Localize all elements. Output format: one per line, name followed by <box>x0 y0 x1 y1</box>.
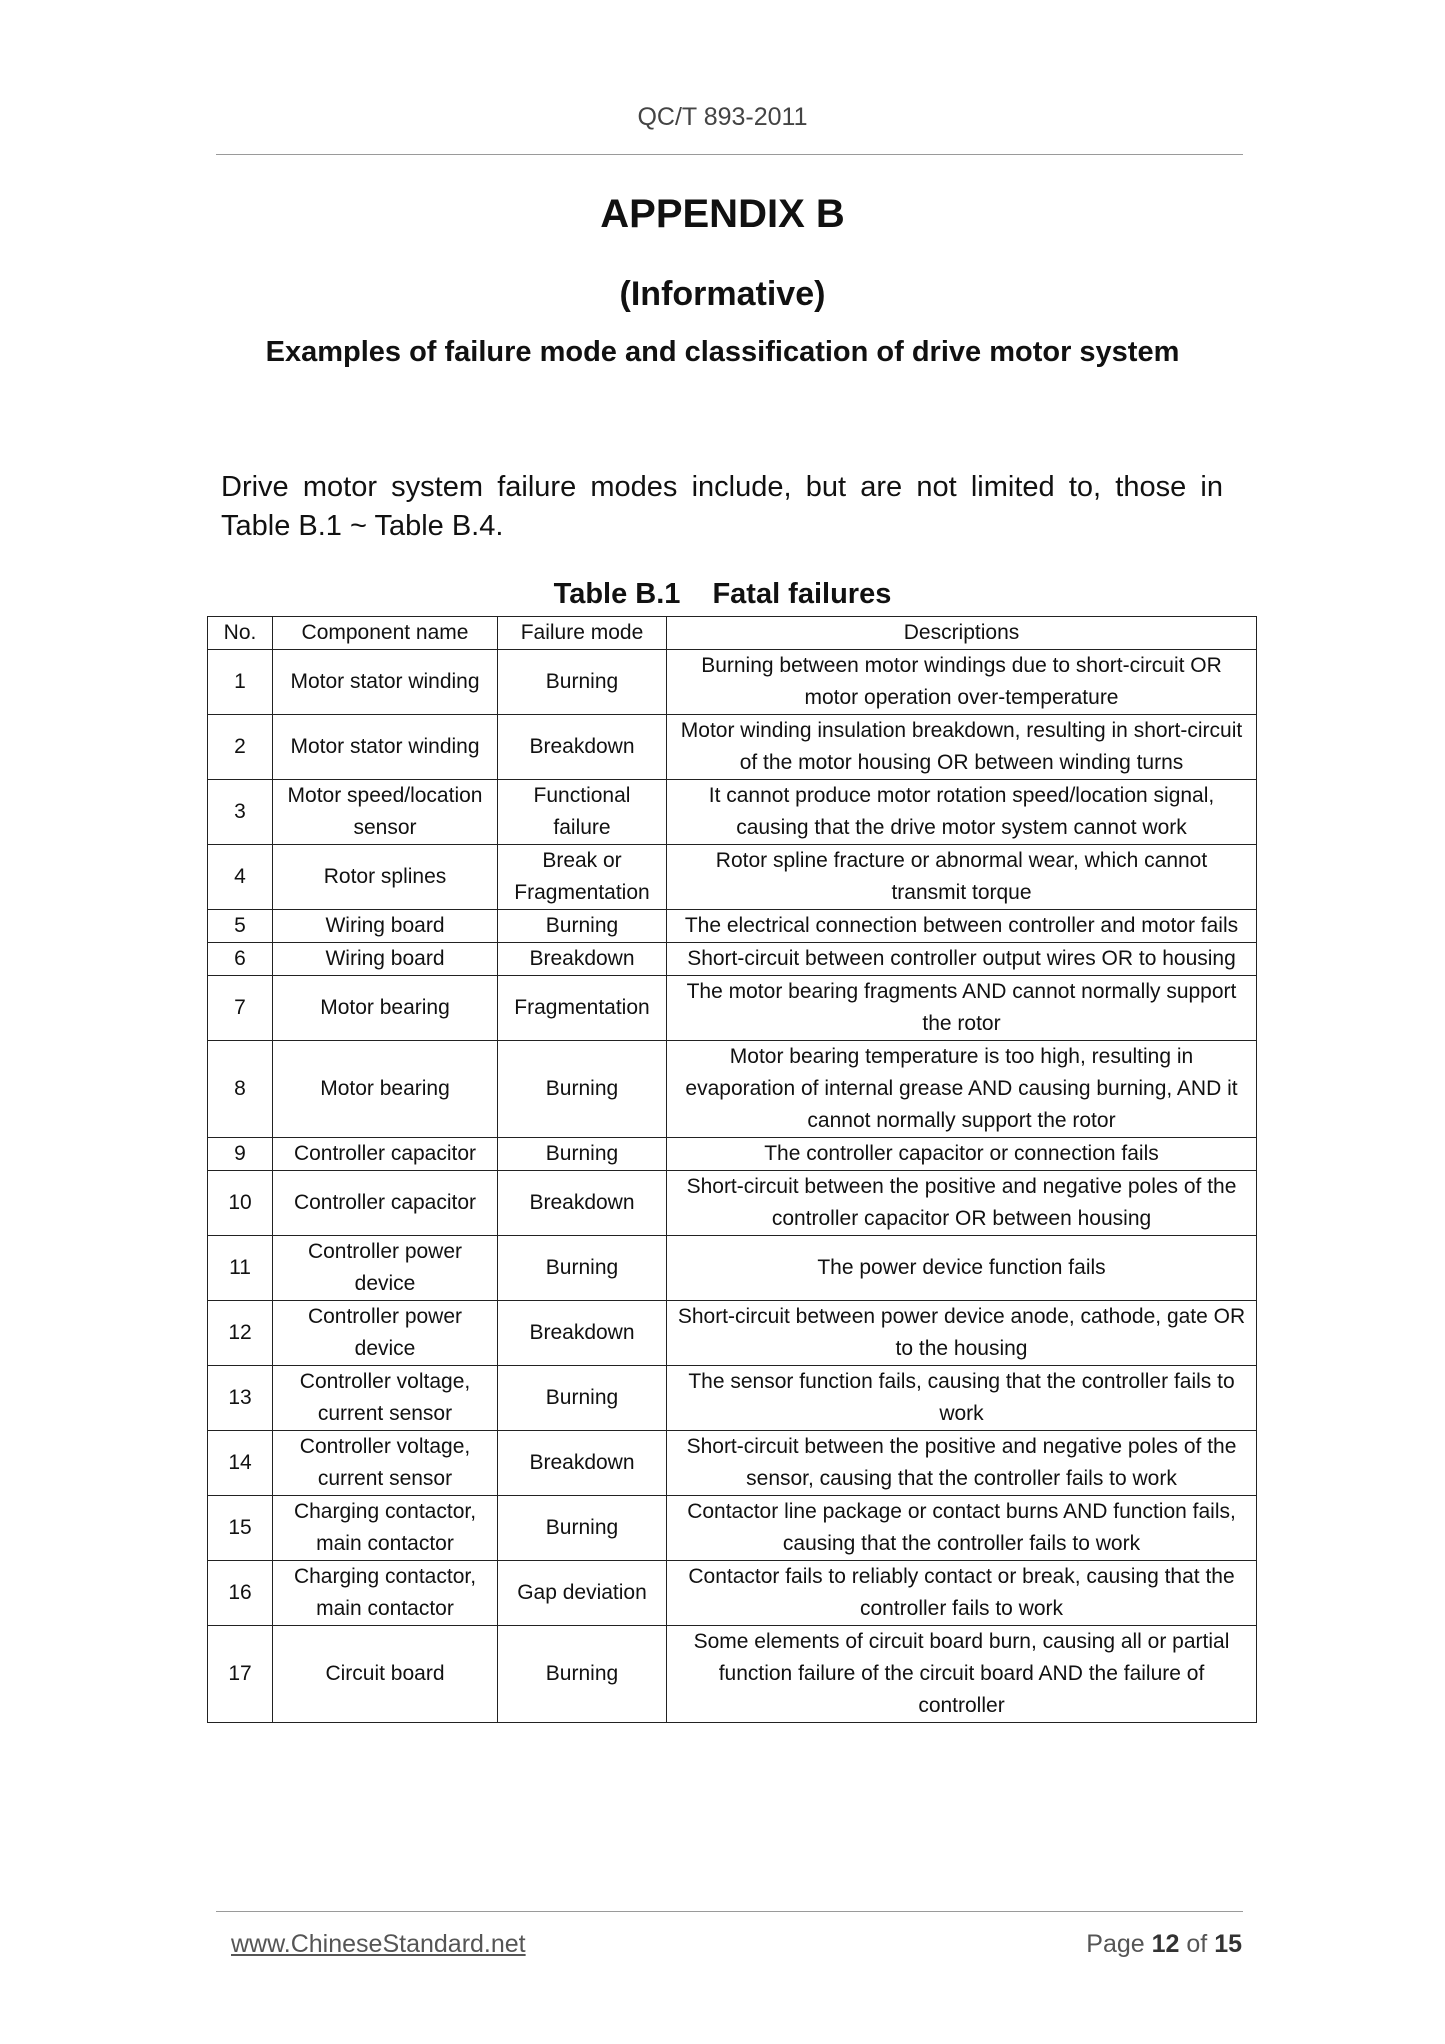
cell-no: 9 <box>208 1138 273 1171</box>
table-row <box>208 650 1257 715</box>
table-caption-title: Fatal failures <box>712 578 892 610</box>
cell-failure-mode: Functional failure <box>498 780 667 845</box>
cell-no: 13 <box>208 1366 273 1431</box>
cell-no: 2 <box>208 715 273 780</box>
cell-description: The controller capacitor or connection fails <box>667 1138 1257 1171</box>
cell-no: 16 <box>208 1561 273 1626</box>
cell-description: Contactor fails to reliably contact or break, causing that the controller fails to work <box>667 1561 1257 1626</box>
cell-component: Controller capacitor <box>273 1171 498 1236</box>
appendix-heading: Examples of failure mode and classification of drive motor system <box>265 336 1180 368</box>
cell-failure-mode: Burning <box>498 1626 667 1723</box>
cell-failure-mode: Burning <box>498 1236 667 1301</box>
cell-description: Burning between motor windings due to short-circuit OR motor operation over-temperature <box>667 650 1257 715</box>
cell-description: Some elements of circuit board burn, causing all or partial function failure of the circuit board AND the failure of controller <box>667 1626 1257 1723</box>
table-header-row <box>208 617 1257 650</box>
cell-description: The electrical connection between controller and motor fails <box>667 910 1257 943</box>
cell-failure-mode: Break or Fragmentation <box>498 845 667 910</box>
table-caption <box>0 578 1445 611</box>
cell-description: Short-circuit between controller output wires OR to housing <box>667 943 1257 976</box>
cell-no: 6 <box>208 943 273 976</box>
table-row <box>208 1496 1257 1561</box>
column-header-mode: Failure mode <box>498 617 667 650</box>
cell-description: The motor bearing fragments AND cannot normally support the rotor <box>667 976 1257 1041</box>
table-row <box>208 1431 1257 1496</box>
cell-description: Short-circuit between the positive and negative poles of the sensor, causing that the controller fails to work <box>667 1431 1257 1496</box>
cell-failure-mode: Burning <box>498 1496 667 1561</box>
table-row <box>208 1626 1257 1723</box>
table-body <box>208 650 1257 1723</box>
table-row <box>208 1171 1257 1236</box>
cell-no: 8 <box>208 1041 273 1138</box>
table-row <box>208 1366 1257 1431</box>
column-header-component: Component name <box>273 617 498 650</box>
table-row <box>208 910 1257 943</box>
column-header-descriptions: Descriptions <box>667 617 1257 650</box>
cell-description: It cannot produce motor rotation speed/location signal, causing that the drive motor system cannot work <box>667 780 1257 845</box>
page-current: 12 <box>1151 1930 1180 1958</box>
cell-component: Motor bearing <box>273 1041 498 1138</box>
table-row <box>208 976 1257 1041</box>
table-row <box>208 715 1257 780</box>
page-of: of <box>1186 1930 1208 1958</box>
cell-component: Controller voltage, current sensor <box>273 1366 498 1431</box>
table-row <box>208 943 1257 976</box>
cell-no: 5 <box>208 910 273 943</box>
website-link[interactable]: www.ChineseStandard.net <box>231 1930 526 1958</box>
cell-no: 1 <box>208 650 273 715</box>
table-row <box>208 1301 1257 1366</box>
cell-no: 7 <box>208 976 273 1041</box>
cell-component: Circuit board <box>273 1626 498 1723</box>
cell-failure-mode: Breakdown <box>498 943 667 976</box>
appendix-title: APPENDIX B <box>600 192 845 236</box>
cell-component: Motor stator winding <box>273 715 498 780</box>
table-caption-number: Table B.1 <box>553 578 681 610</box>
cell-component: Wiring board <box>273 910 498 943</box>
column-header-no: No. <box>208 617 273 650</box>
table-row <box>208 1138 1257 1171</box>
table-row <box>208 780 1257 845</box>
cell-component: Controller capacitor <box>273 1138 498 1171</box>
cell-failure-mode: Breakdown <box>498 1171 667 1236</box>
cell-component: Controller power device <box>273 1236 498 1301</box>
table-row <box>208 1041 1257 1138</box>
cell-component: Charging contactor, main contactor <box>273 1496 498 1561</box>
header-divider <box>216 154 1243 155</box>
cell-component: Controller voltage, current sensor <box>273 1431 498 1496</box>
cell-failure-mode: Burning <box>498 910 667 943</box>
intro-paragraph: Drive motor system failure modes include, but are not limited to, those in Table B.1 ~ Table B.4. <box>221 471 1223 542</box>
cell-description: The power device function fails <box>667 1236 1257 1301</box>
cell-failure-mode: Breakdown <box>498 1431 667 1496</box>
cell-no: 4 <box>208 845 273 910</box>
cell-no: 3 <box>208 780 273 845</box>
cell-component: Charging contactor, main contactor <box>273 1561 498 1626</box>
cell-failure-mode: Burning <box>498 650 667 715</box>
fatal-failures-table <box>207 616 1257 1723</box>
page-prefix: Page <box>1086 1930 1145 1958</box>
cell-description: Short-circuit between the positive and negative poles of the controller capacitor OR between housing <box>667 1171 1257 1236</box>
cell-no: 10 <box>208 1171 273 1236</box>
cell-failure-mode: Burning <box>498 1041 667 1138</box>
cell-component: Wiring board <box>273 943 498 976</box>
page-total: 15 <box>1214 1930 1242 1958</box>
cell-description: Rotor spline fracture or abnormal wear, which cannot transmit torque <box>667 845 1257 910</box>
cell-component: Controller power device <box>273 1301 498 1366</box>
page-indicator <box>1086 1930 1242 1959</box>
cell-description: Short-circuit between power device anode, cathode, gate OR to the housing <box>667 1301 1257 1366</box>
cell-no: 12 <box>208 1301 273 1366</box>
footer-divider <box>216 1911 1243 1912</box>
cell-component: Rotor splines <box>273 845 498 910</box>
document-code-header: QC/T 893-2011 <box>637 103 808 131</box>
cell-component: Motor speed/location sensor <box>273 780 498 845</box>
cell-no: 15 <box>208 1496 273 1561</box>
cell-failure-mode: Burning <box>498 1366 667 1431</box>
cell-failure-mode: Breakdown <box>498 1301 667 1366</box>
cell-description: Motor bearing temperature is too high, resulting in evaporation of internal grease AND causing burning, AND it cannot normally support the rotor <box>667 1041 1257 1138</box>
cell-description: Contactor line package or contact burns AND function fails, causing that the controller fails to work <box>667 1496 1257 1561</box>
cell-failure-mode: Gap deviation <box>498 1561 667 1626</box>
cell-failure-mode: Breakdown <box>498 715 667 780</box>
cell-component: Motor stator winding <box>273 650 498 715</box>
cell-no: 11 <box>208 1236 273 1301</box>
cell-no: 14 <box>208 1431 273 1496</box>
cell-description: The sensor function fails, causing that the controller fails to work <box>667 1366 1257 1431</box>
cell-description: Motor winding insulation breakdown, resulting in short-circuit of the motor housing OR between winding turns <box>667 715 1257 780</box>
cell-failure-mode: Fragmentation <box>498 976 667 1041</box>
cell-no: 17 <box>208 1626 273 1723</box>
table-row <box>208 845 1257 910</box>
cell-component: Motor bearing <box>273 976 498 1041</box>
table-row <box>208 1236 1257 1301</box>
table-row <box>208 1561 1257 1626</box>
cell-failure-mode: Burning <box>498 1138 667 1171</box>
appendix-subtitle: (Informative) <box>619 275 826 313</box>
